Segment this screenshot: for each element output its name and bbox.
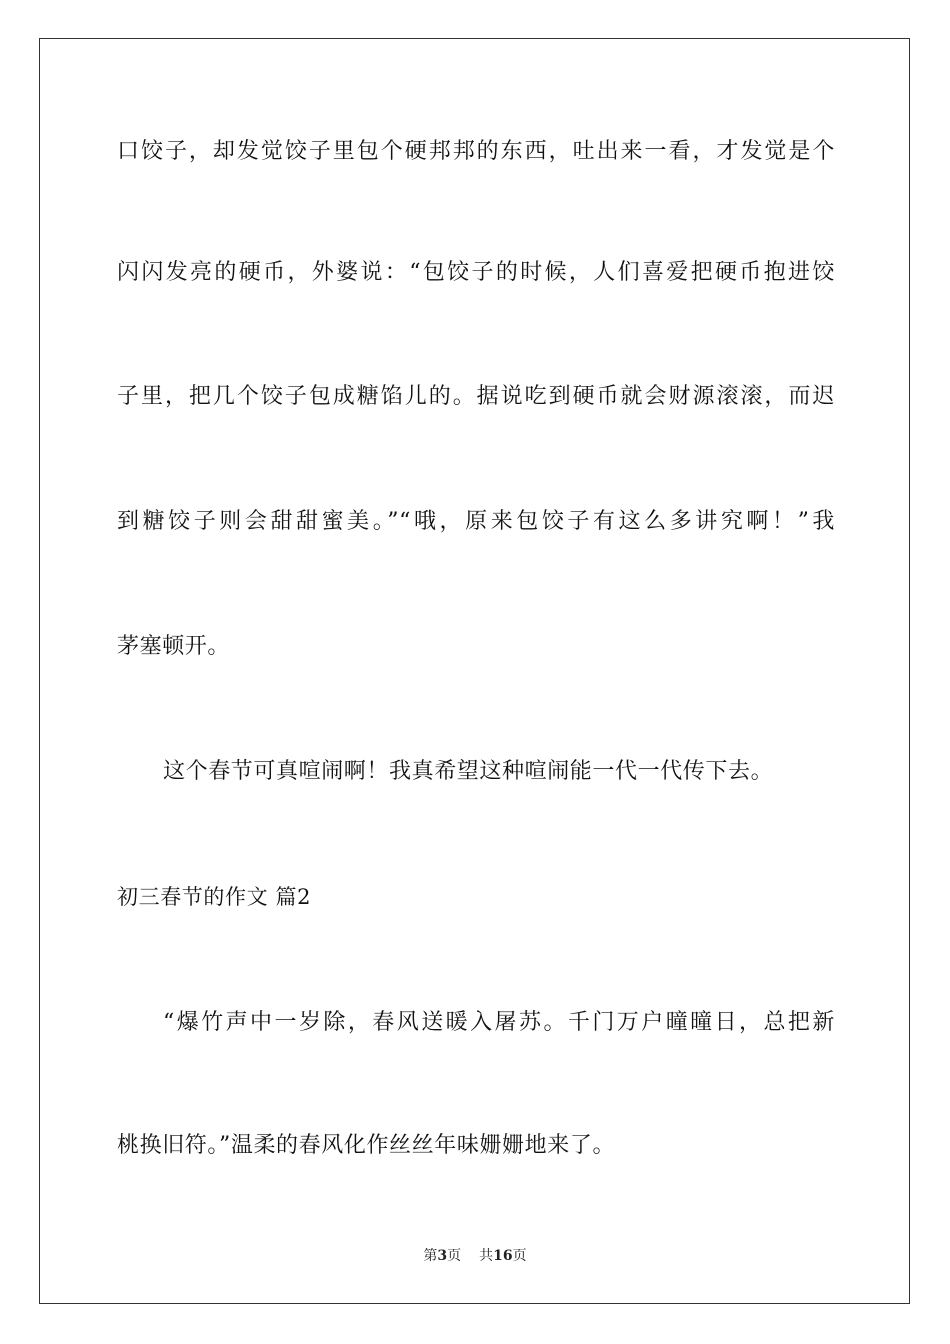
body-text-line: 桃换旧符。”温柔的春风化作丝丝年味姗姗地来了。 [117,1133,616,1158]
total-suffix: 页 [512,1248,527,1264]
total-pages-number: 16 [493,1248,513,1264]
section-heading: 初三春节的作文 篇2 [117,885,312,909]
page-suffix: 页 [447,1248,462,1264]
body-text-line: 茅塞顿开。 [117,634,231,659]
body-paragraph: 这个春节可真喧闹啊！我真希望这种喧闹能一代一代传下去。 [163,759,774,784]
body-text-line: “爆竹声中一岁除，春风送暖入屠苏。千门万户曈曈日，总把新 [163,1010,835,1035]
page-prefix: 第 [423,1248,438,1264]
body-text-line: 闪闪发亮的硬币，外婆说：“包饺子的时候，人们喜爱把硬币抱进饺 [117,260,835,285]
body-text-line: 子里，把几个饺子包成糖馅儿的。据说吃到硬币就会财源滚滚，而迟 [117,384,835,409]
page-border [39,38,910,1304]
total-prefix: 共 [479,1248,494,1264]
body-text-line: 口饺子，却发觉饺子里包个硬邦邦的东西，吐出来一看，才发觉是个 [117,139,835,164]
page-footer [0,1247,950,1265]
current-page-number: 3 [437,1248,448,1264]
body-text-line: 到糖饺子则会甜甜蜜美。”“哦，原来包饺子有这么多讲究啊！”我 [117,509,835,534]
